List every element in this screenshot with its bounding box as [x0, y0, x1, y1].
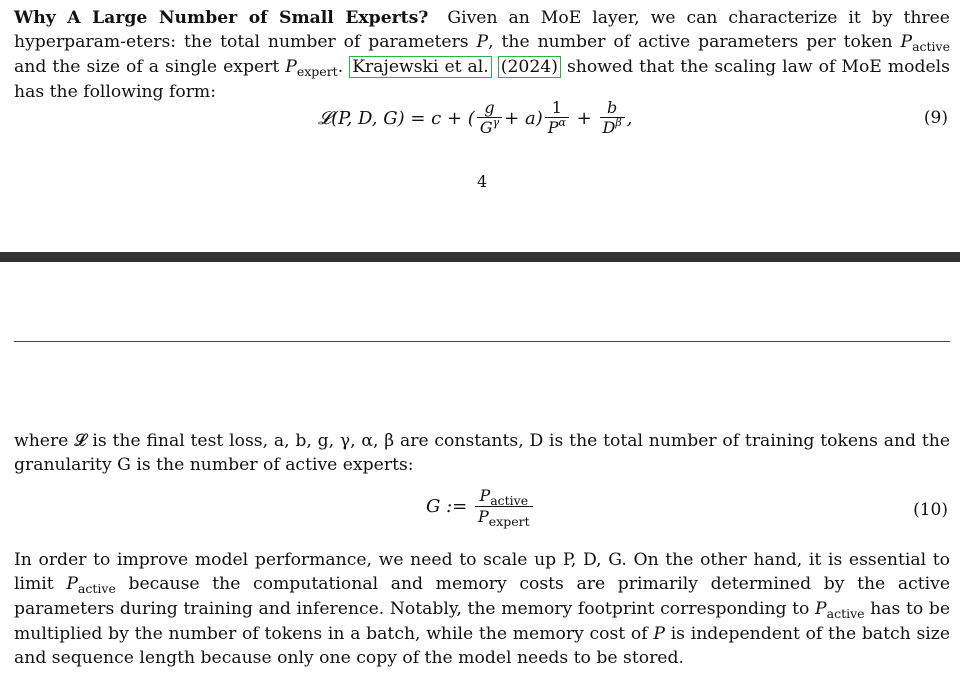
- text-segment: because the computational and memory costs are primarily determined by the active parameters during training and inference. Notably, the memory footprint corresponding to: [14, 574, 951, 619]
- frac-denominator: [545, 117, 569, 139]
- text-segment: showed that the scaling law of MoE models has the following form:: [14, 57, 950, 102]
- frac-denominator: [600, 117, 625, 139]
- equation-10-body: [426, 486, 535, 527]
- equation-number-10: (10): [913, 500, 948, 520]
- frac-numerator: 1: [551, 98, 562, 117]
- fraction-b-over-D-beta: [600, 98, 625, 139]
- paragraph-scaling-constraints: [14, 548, 950, 670]
- sup-beta: β: [615, 116, 622, 129]
- text-segment: .: [337, 57, 344, 77]
- equation-10: [0, 484, 960, 536]
- text-segment: , the number of active parameters per token: [488, 32, 893, 52]
- subscript-active: active: [912, 39, 950, 54]
- subscript-expert: expert: [488, 514, 530, 529]
- frac-denominator: [475, 506, 533, 527]
- var-P-active: $P_{active}$: [900, 32, 950, 54]
- subscript-active: active: [826, 606, 865, 621]
- text-segment: where 𝓛 is the final test loss, a, b, g, γ, α, β are constants, D is the total number of training tokens and the granularity G is the number of active experts:: [14, 431, 950, 475]
- frac-numerator: [476, 486, 531, 506]
- subscript-active: active: [490, 493, 529, 508]
- eq9-lhs: 𝓛(P, D, G) = c + (: [318, 108, 475, 129]
- paragraph-definitions: [14, 429, 950, 477]
- fraction-P-active-over-P-expert: [475, 486, 533, 527]
- equation-9-body: [318, 98, 632, 139]
- subscript-active: active: [77, 581, 116, 596]
- text-segment: and the size of a single expert: [14, 57, 280, 77]
- subscript-expert: expert: [296, 64, 338, 79]
- sup-gamma: γ: [492, 116, 500, 129]
- var-P-active: $P_{active}$: [815, 599, 865, 621]
- fraction-1-over-P-alpha: [545, 98, 569, 139]
- text-segment: Given an MoE layer, we can characterize it by three hyperparam-eters: the total number of parameters: [14, 8, 950, 52]
- frac-numerator: g: [484, 98, 495, 117]
- base-P: P: [547, 118, 559, 137]
- equation-9: [0, 96, 960, 146]
- base-P: P: [479, 486, 491, 505]
- paragraph-moe-hyperparameters: [14, 6, 950, 104]
- page-break-bar: [0, 252, 960, 262]
- citation-link-authors[interactable]: Krajewski et al.: [349, 56, 492, 78]
- text-segment: has to be multiplied by the number of tokens in a batch, while the memory cost of: [14, 599, 950, 644]
- equation-number-9: (9): [923, 108, 948, 128]
- text-segment: is independent of the batch size and sequence length because only one copy of the model needs to be stored.: [14, 624, 951, 668]
- base-P: P: [477, 507, 489, 526]
- page-header-rule: [14, 341, 950, 342]
- citation-link-year[interactable]: (2024): [498, 56, 561, 78]
- base-D: D: [602, 118, 616, 137]
- eq10-lhs: G :=: [426, 496, 468, 517]
- eq9-plus-a: + a): [504, 108, 543, 129]
- eq9-comma: ,: [626, 108, 633, 129]
- paragraph-heading: Why A Large Number of Small Experts?: [14, 8, 429, 28]
- page-number: 4: [477, 172, 488, 191]
- var-P: P: [476, 32, 489, 52]
- fraction-g-over-G-gamma: [477, 98, 502, 139]
- var-P-active: $P_{active}$: [66, 574, 116, 596]
- frac-denominator: [477, 117, 502, 139]
- sup-alpha: α: [558, 116, 566, 129]
- base-G: G: [479, 118, 493, 137]
- eq9-plus: +: [576, 108, 592, 129]
- var-P: P: [653, 624, 665, 644]
- frac-numerator: b: [606, 98, 618, 117]
- var-P-expert: $P_{expert}$: [285, 57, 338, 79]
- text-segment: In order to improve model performance, we need to scale up P, D, G. On the other hand, it is essential to limit: [14, 550, 950, 594]
